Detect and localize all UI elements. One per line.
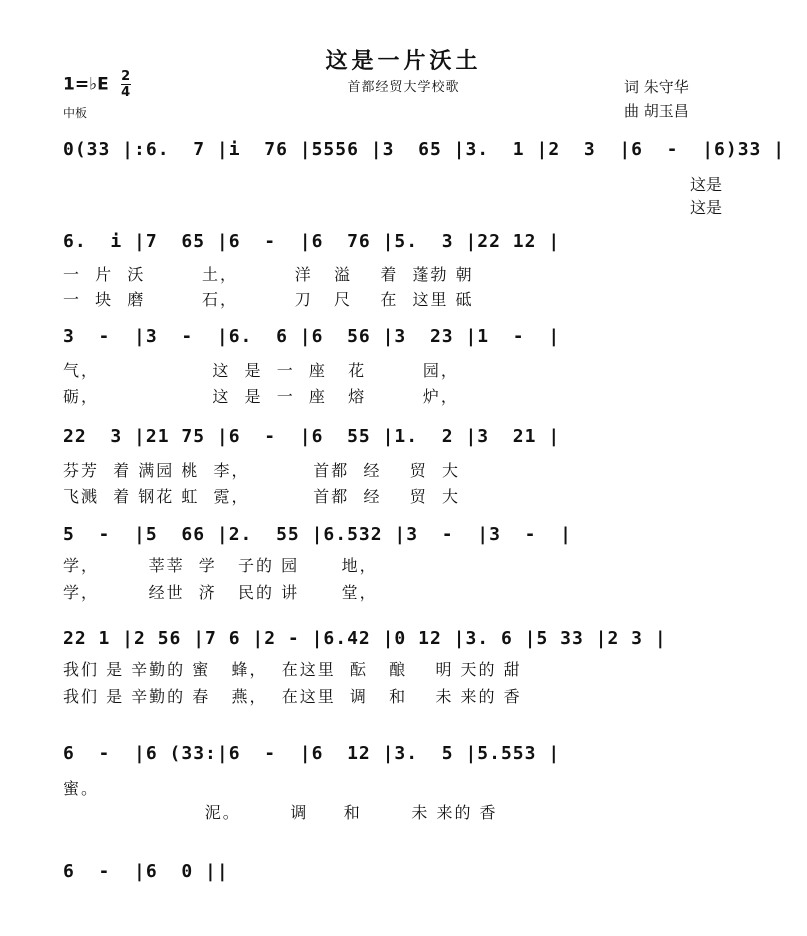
music-system-1	[63, 133, 786, 173]
lyric-verse2: 学， 经世 济 民的 讲 堂，	[63, 583, 378, 602]
side-lyric-1: 这是	[690, 175, 723, 194]
notation-line: 5 - |5 66 |2. 55 |6.532 |3 - |3 - |	[63, 524, 572, 545]
lyric-verse1: 气， 这 是 一 座 花 园，	[63, 361, 459, 380]
lyric-verse2: 砺， 这 是 一 座 熔 炉，	[63, 387, 459, 406]
time-signature	[121, 70, 131, 99]
music-system-3	[63, 320, 737, 360]
key-signature	[63, 70, 131, 99]
lyric-verse1: 一 片 沃 土， 洋 溢 着 蓬勃 朝	[63, 265, 474, 284]
song-title: 这是一片沃土	[325, 49, 482, 74]
music-system-7	[63, 737, 737, 777]
lyric-verse2: 泥。 调 和 未 来的 香	[63, 803, 498, 822]
lyric-verse2: 我们 是 辛勤的 春 燕， 在这里 调 和 未 来的 香	[63, 687, 522, 706]
music-system-4	[63, 420, 737, 460]
lyric-verse2: 飞溅 着 钢花 虹 霓， 首都 经 贸 大	[63, 487, 460, 506]
music-system-6	[63, 622, 737, 662]
lyric-verse1: 芬芳 着 满园 桃 李， 首都 经 贸 大	[63, 461, 460, 480]
music-system-2	[63, 225, 737, 265]
lyric-verse1: 蜜。	[63, 779, 100, 798]
music-system-8	[63, 855, 737, 895]
composer-credit: 曲 胡玉昌	[624, 102, 689, 120]
song-subtitle: 首都经贸大学校歌	[347, 80, 460, 95]
notation-line: 0(33 |:6. 7 |i 76 |5556 |3 65 |3. 1 |2 3 |6 - |6)33 |	[63, 139, 786, 160]
notation-line: 6 - |6 0 ||	[63, 861, 229, 882]
lyric-verse2: 一 块 磨 石， 刀 尺 在 这里 砥	[63, 290, 474, 309]
notation-line: 6. i |7 65 |6 - |6 76 |5. 3 |22 12 |	[63, 231, 561, 252]
meter-top: 2	[121, 69, 131, 84]
side-lyric-2: 这是	[690, 198, 723, 217]
tempo-marking: 中板	[63, 106, 88, 120]
key-label: 1=♭E	[63, 74, 109, 95]
notation-line: 3 - |3 - |6. 6 |6 56 |3 23 |1 - |	[63, 326, 561, 347]
lyric-verse1: 我们 是 辛勤的 蜜 蜂， 在这里 酝 酿 明 天的 甜	[63, 660, 522, 679]
notation-line: 22 1 |2 56 |7 6 |2 - |6.42 |0 12 |3. 6 |5 33 |2 3 |	[63, 628, 667, 649]
notation-line: 22 3 |21 75 |6 - |6 55 |1. 2 |3 21 |	[63, 426, 561, 447]
notation-line: 6 - |6 (33:|6 - |6 12 |3. 5 |5.553 |	[63, 743, 561, 764]
lyricist-credit: 词 朱守华	[624, 78, 689, 96]
music-system-5	[63, 518, 737, 558]
meter-bottom: 4	[121, 85, 131, 100]
lyric-verse1: 学， 莘莘 学 子的 园 地，	[63, 556, 378, 575]
